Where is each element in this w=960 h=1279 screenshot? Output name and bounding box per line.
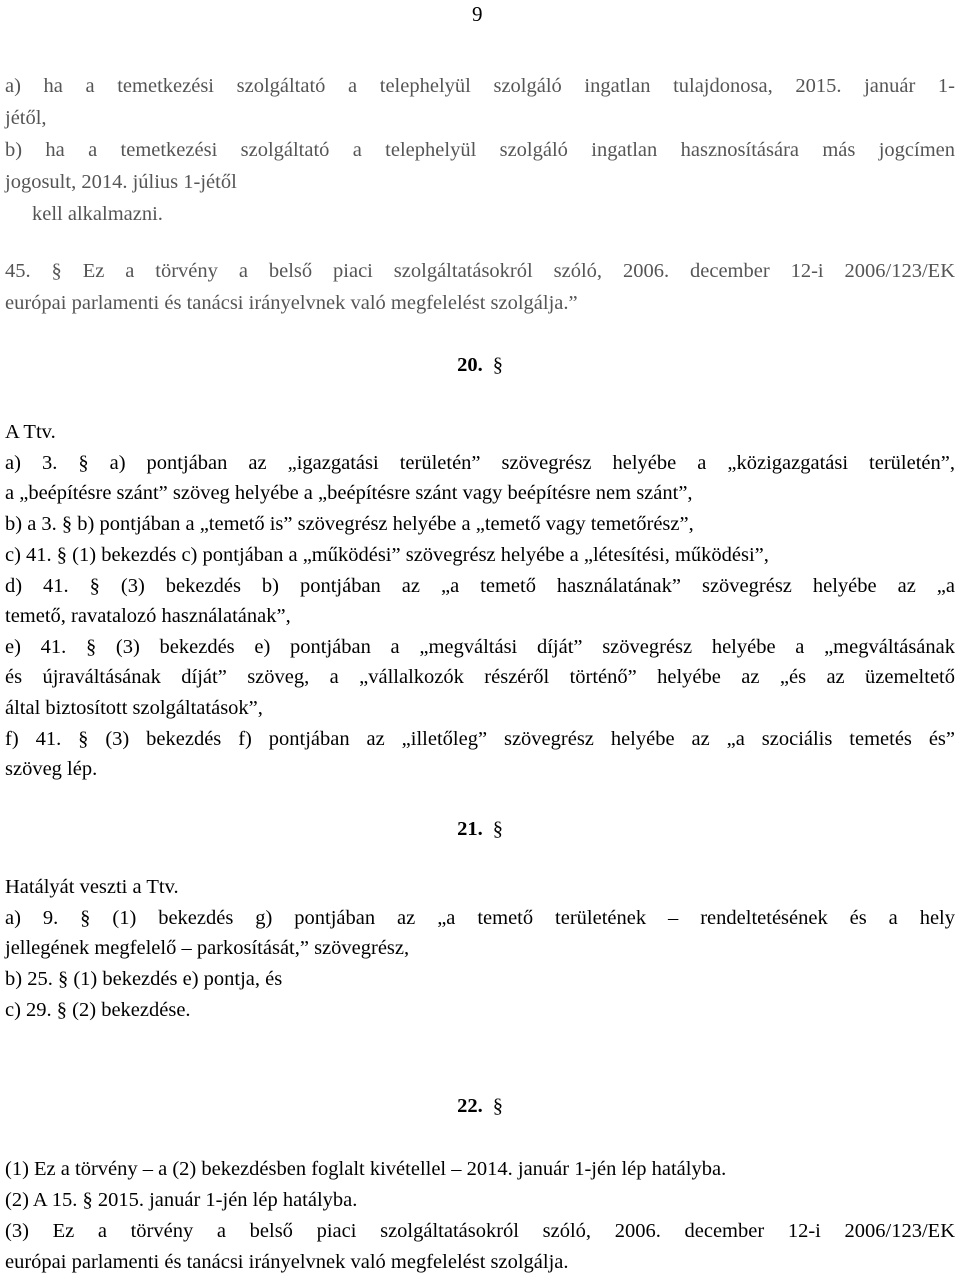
text-line: e) 41. § (3) bekezdés e) pontjában a „megváltási díját” szövegrész helyébe a „megváltásának xyxy=(5,636,955,658)
section-symbol: § xyxy=(492,1095,503,1117)
section-number: 22. xyxy=(457,1095,483,1117)
text-line: jellegének megfelelő – parkosítását,” szövegrész, xyxy=(5,937,410,959)
text-line: b) ha a temetkezési szolgáltató a telephelyül szolgáló ingatlan hasznosítására más jogcímen xyxy=(5,139,955,161)
text-line: (3) Ez a törvény a belső piaci szolgáltatásokról szóló, 2006. december 12-i 2006/123/EK xyxy=(5,1220,955,1242)
text-line: Hatályát veszti a Ttv. xyxy=(5,876,179,898)
section-number: 20. xyxy=(457,354,483,376)
section-symbol: § xyxy=(492,818,503,840)
text-line: a) 3. § a) pontjában az „igazgatási területén” szövegrész helyébe a „közigazgatási területén”, xyxy=(5,452,955,474)
text-line: a) 9. § (1) bekezdés g) pontjában az „a temető területének – rendeltetésének és a hely xyxy=(5,907,955,929)
text-line: szöveg lép. xyxy=(5,758,98,780)
section-heading-21 xyxy=(0,817,960,841)
text-line: kell alkalmazni. xyxy=(32,203,163,225)
text-line: A Ttv. xyxy=(5,421,56,443)
text-line: b) a 3. § b) pontjában a „temető is” szövegrész helyébe a „temető vagy temetőrész”, xyxy=(5,513,694,535)
text-line: (2) A 15. § 2015. január 1-jén lép hatályba. xyxy=(5,1189,358,1211)
text-line: jétől, xyxy=(5,107,47,129)
text-line: európai parlamenti és tanácsi irányelvnek való megfelelést szolgálja.” xyxy=(5,292,578,314)
section-symbol: § xyxy=(492,354,503,376)
text-line: c) 41. § (1) bekezdés c) pontjában a „működési” szövegrész helyébe a „létesítési, működési”, xyxy=(5,544,769,566)
section-heading-22 xyxy=(0,1094,960,1118)
text-line: a) ha a temetkezési szolgáltató a telephelyül szolgáló ingatlan tulajdonosa, 2015. január 1- xyxy=(5,75,955,97)
page-number: 9 xyxy=(472,2,483,26)
section-number: 21. xyxy=(457,818,483,840)
text-line: d) 41. § (3) bekezdés b) pontjában az „a temető használatának” szövegrész helyébe az „a xyxy=(5,575,955,597)
text-line: és újraváltásának díját” szöveg, a „vállalkozók részéről történő” helyébe az „és az üzemeltető xyxy=(5,666,955,688)
section-heading-20 xyxy=(0,353,960,377)
text-line: (1) Ez a törvény – a (2) bekezdésben foglalt kivétellel – 2014. január 1-jén lép hatályba. xyxy=(5,1158,727,1180)
text-line: 45. § Ez a törvény a belső piaci szolgáltatásokról szóló, 2006. december 12-i 2006/123/EK xyxy=(5,260,955,282)
text-line: c) 29. § (2) bekezdése. xyxy=(5,999,191,1021)
text-line: által biztosított szolgáltatások”, xyxy=(5,697,263,719)
text-line: b) 25. § (1) bekezdés e) pontja, és xyxy=(5,968,283,990)
text-line: európai parlamenti és tanácsi irányelvnek való megfelelést szolgálja. xyxy=(5,1251,569,1273)
text-line: temető, ravatalozó használatának”, xyxy=(5,605,291,627)
text-line: a „beépítésre szánt” szöveg helyébe a „beépítésre szánt vagy beépítésre nem szánt”, xyxy=(5,482,693,504)
text-line: jogosult, 2014. július 1-jétől xyxy=(5,171,237,193)
text-line: f) 41. § (3) bekezdés f) pontjában az „illetőleg” szövegrész helyébe az „a szociális temetés és” xyxy=(5,728,955,750)
